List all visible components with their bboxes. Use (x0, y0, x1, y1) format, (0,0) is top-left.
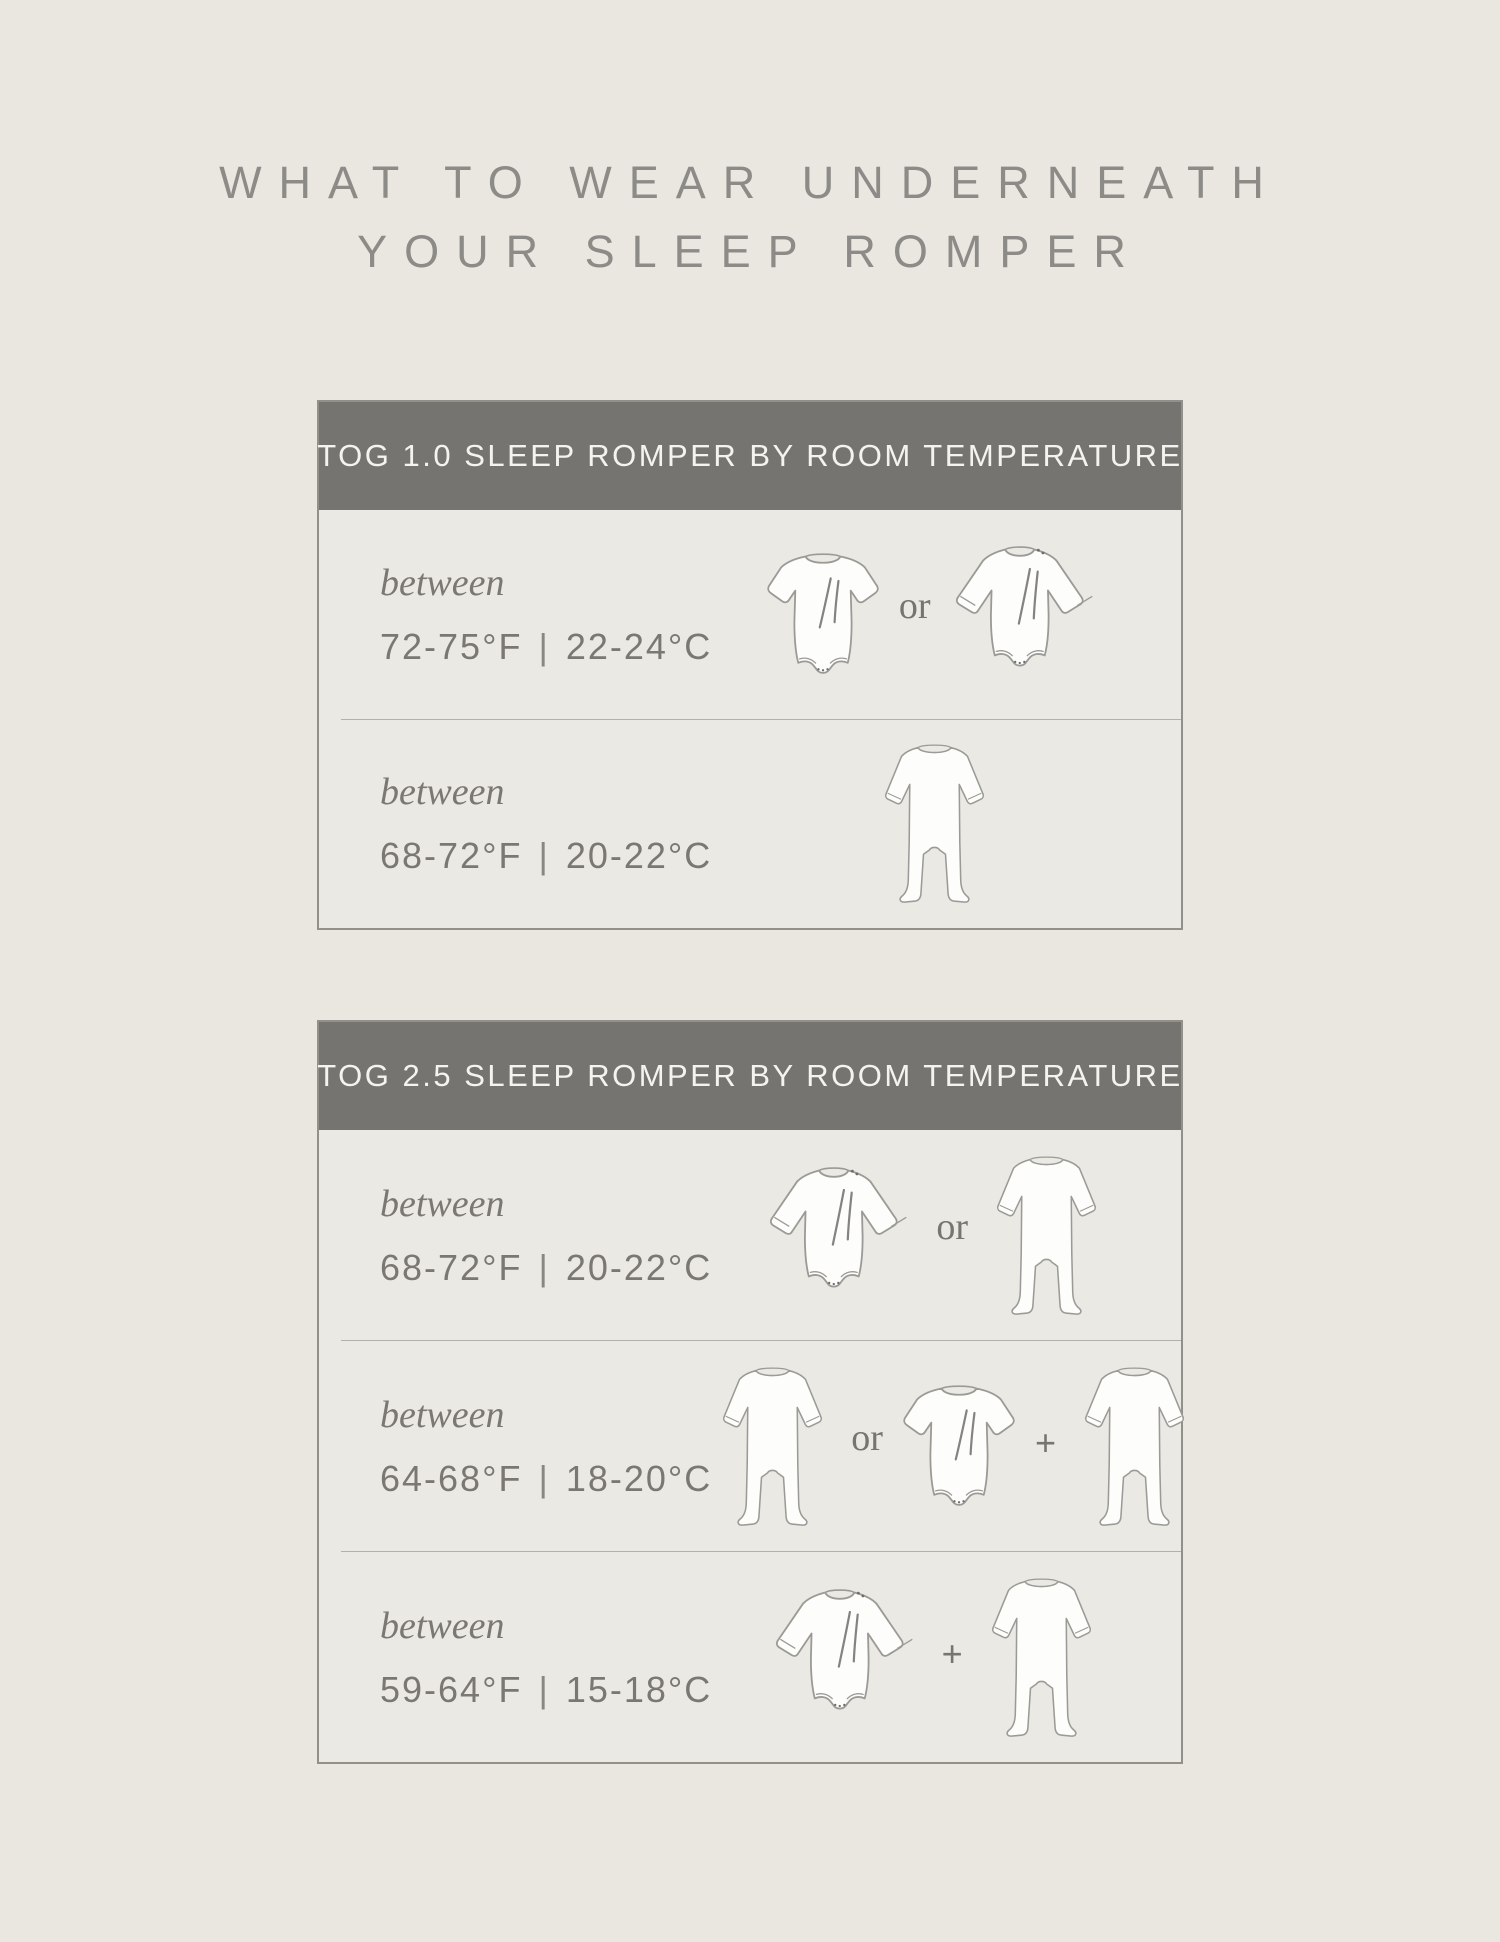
page-title-line1: WHAT TO WEAR UNDERNEATH (219, 157, 1281, 208)
between-label: between (380, 1393, 505, 1436)
temperature-range-value (380, 835, 713, 877)
long-sleeve-bodysuit-icon (762, 1164, 918, 1307)
tog-2-5-table-header (319, 1022, 1181, 1130)
garment-options (712, 1364, 1219, 1529)
footed-romper-icon (874, 741, 995, 906)
range-separator: | (538, 1668, 550, 1710)
tog-2-5-header-label: TOG 2.5 SLEEP ROMPER BY ROOM TEMPERATURE (317, 1058, 1183, 1093)
fahrenheit-range: 72-75°F (380, 625, 523, 667)
range-separator: | (538, 1457, 550, 1499)
tog-1-table-header (319, 402, 1181, 510)
celsius-range: 15-18°C (565, 1668, 713, 1710)
temperature-range-value (380, 1246, 713, 1288)
celsius-range: 18-20°C (565, 1457, 713, 1499)
between-label: between (380, 771, 505, 814)
table-row (319, 720, 1181, 929)
celsius-range: 20-22°C (565, 835, 713, 877)
tog-2-5-table-body (319, 1130, 1181, 1762)
temperature-range-block (319, 1393, 713, 1499)
footed-romper-icon (712, 1364, 833, 1529)
long-sleeve-bodysuit-icon (768, 1586, 924, 1729)
page-title (0, 148, 1500, 286)
plus-connector: + (1034, 1422, 1056, 1463)
fahrenheit-range: 64-68°F (380, 1457, 523, 1499)
tog-1-table-body (319, 510, 1181, 928)
footed-romper-icon (986, 1153, 1107, 1318)
temperature-range-value (380, 1668, 713, 1710)
celsius-range: 22-24°C (565, 625, 713, 667)
temperature-range-value (380, 625, 713, 667)
temperature-range-block (319, 1182, 713, 1288)
plus-connector: + (941, 1633, 963, 1674)
garment-options (712, 741, 1181, 906)
range-separator: | (538, 625, 550, 667)
short-sleeve-bodysuit-icon (901, 1382, 1017, 1511)
or-connector: or (936, 1206, 968, 1248)
footed-romper-icon (981, 1575, 1102, 1740)
between-label: between (380, 561, 505, 604)
tog-2-5-table (317, 1020, 1183, 1764)
table-row (319, 1341, 1181, 1551)
temperature-range-block (319, 561, 713, 667)
between-label: between (380, 1604, 505, 1647)
fahrenheit-range: 59-64°F (380, 1668, 523, 1710)
tog-1-table (317, 400, 1183, 930)
between-label: between (380, 1182, 505, 1225)
table-row (319, 510, 1181, 719)
garment-options (712, 1153, 1181, 1318)
page-title-line2: YOUR SLEEP ROMPER (357, 226, 1143, 277)
celsius-range: 20-22°C (565, 1246, 713, 1288)
footed-romper-icon (1074, 1364, 1195, 1529)
long-sleeve-bodysuit-icon (948, 543, 1104, 686)
garment-options (712, 1575, 1181, 1740)
garment-options (712, 543, 1181, 686)
temperature-range-block (319, 771, 713, 877)
range-separator: | (538, 1246, 550, 1288)
temperature-range-block (319, 1604, 713, 1710)
short-sleeve-bodysuit-icon (765, 550, 881, 679)
table-row (319, 1552, 1181, 1762)
temperature-range-value (380, 1457, 713, 1499)
fahrenheit-range: 68-72°F (380, 835, 523, 877)
tog-1-header-label: TOG 1.0 SLEEP ROMPER BY ROOM TEMPERATURE (317, 438, 1183, 473)
range-separator: | (538, 835, 550, 877)
table-row (319, 1130, 1181, 1340)
or-connector: or (898, 585, 931, 628)
fahrenheit-range: 68-72°F (380, 1246, 523, 1288)
or-connector: or (851, 1417, 883, 1459)
